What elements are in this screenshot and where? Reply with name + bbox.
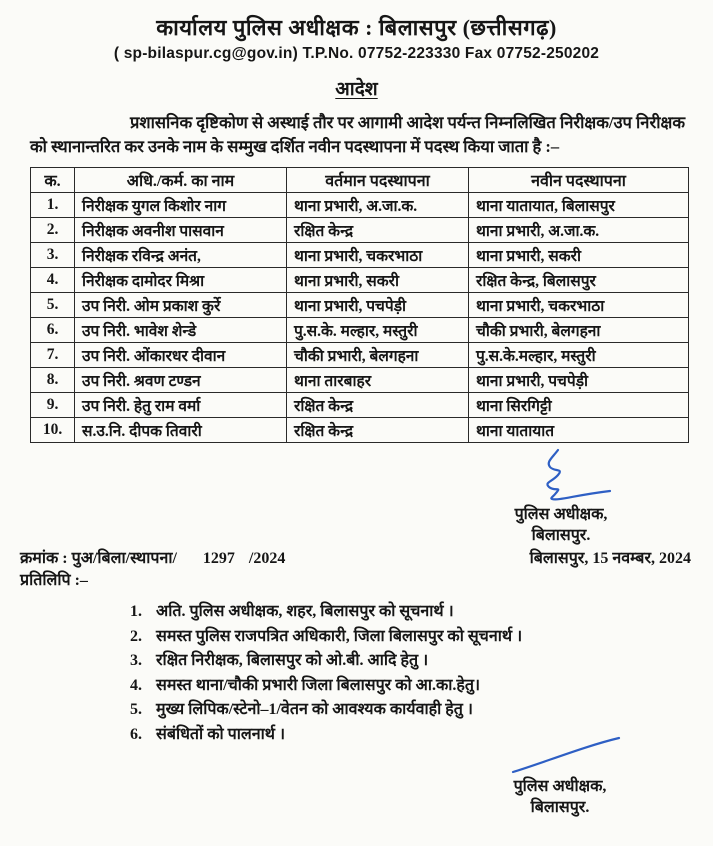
table-row (31, 318, 689, 343)
reference-year: /2024 (248, 550, 286, 567)
signatory-designation: पुलिस अधीक्षक, (514, 506, 608, 523)
new-posting: चौकी प्रभारी, बेलगहना (469, 318, 689, 343)
intro-paragraph: प्रशासनिक दृष्टिकोण से अस्थाई तौर पर आगामी आदेश पर्यन्त निम्नलिखित निरीक्षक/उप निरीक्षक को स्थानान्तरित कर उनके नाम के सम्मुख दर्शित नवीन पदस्थापना में पदस्थ किया जाता है :– (30, 113, 685, 156)
reference-label: क्रमांक : पुअ/बिला/स्थापना/ (20, 550, 177, 567)
copy-item-text: रक्षित निरीक्षक, बिलासपुर को ओ.बी. आदि हेतु । (152, 652, 429, 669)
signatory-place: बिलासपुर. (531, 527, 591, 544)
table-row (31, 343, 689, 368)
transfer-table (30, 167, 689, 443)
copy-list (130, 600, 522, 747)
officer-name: निरीक्षक दामोदर मिश्रा (75, 268, 287, 293)
row-serial: 4. (31, 268, 75, 293)
current-posting: थाना प्रभारी, अ.जा.क. (287, 193, 469, 218)
table-row (31, 193, 689, 218)
table-header-row (31, 168, 689, 193)
officer-name: उप निरी. भावेश शेन्डे (75, 318, 287, 343)
signature-block-top (471, 448, 651, 546)
order-date-line: बिलासपुर, 15 नवम्बर, 2024 (529, 550, 691, 567)
signature-block-bottom (465, 734, 655, 818)
copy-list-item (130, 625, 522, 650)
new-posting: थाना प्रभारी, पचपेड़ी (469, 368, 689, 393)
row-serial: 5. (31, 293, 75, 318)
copy-list-item (130, 723, 522, 748)
officer-name: निरीक्षक अवनीश पासवान (75, 218, 287, 243)
order-heading: आदेश (335, 79, 378, 100)
copy-list-item (130, 698, 522, 723)
col-header-current-posting: वर्तमान पदस्थापना (287, 168, 469, 193)
officer-name: उप निरी. हेतु राम वर्मा (75, 393, 287, 418)
new-posting: थाना यातायात (469, 418, 689, 443)
officer-name: उप निरी. ओंकारधर दीवान (75, 343, 287, 368)
row-serial: 10. (31, 418, 75, 443)
row-serial: 6. (31, 318, 75, 343)
table-row (31, 218, 689, 243)
copy-item-text: अति. पुलिस अधीक्षक, शहर, बिलासपुर को सूचनार्थ । (152, 603, 454, 620)
row-serial: 1. (31, 193, 75, 218)
table-row (31, 268, 689, 293)
new-posting: थाना यातायात, बिलासपुर (469, 193, 689, 218)
col-header-serial: क. (31, 168, 75, 193)
new-posting: थाना प्रभारी, अ.जा.क. (469, 218, 689, 243)
signatory-designation: पुलिस अधीक्षक, (513, 778, 607, 795)
new-posting: पु.स.के.मल्हार, मस्तुरी (469, 343, 689, 368)
copy-item-number: 2. (130, 627, 142, 645)
col-header-name: अधि./कर्म. का नाम (75, 168, 287, 193)
signature-stroke-icon (495, 734, 625, 776)
copy-item-text: समस्त पुलिस राजपत्रित अधिकारी, जिला बिलासपुर को सूचनार्थ । (152, 627, 523, 645)
new-posting: थाना प्रभारी, सकरी (469, 243, 689, 268)
copy-list-item (130, 649, 522, 674)
current-posting: रक्षित केन्द्र (287, 218, 469, 243)
table-row (31, 418, 689, 443)
current-posting: रक्षित केन्द्र (287, 418, 469, 443)
row-serial: 7. (31, 343, 75, 368)
reference-row (0, 546, 713, 568)
officer-name: उप निरी. श्रवण टण्डन (75, 368, 287, 393)
current-posting: थाना प्रभारी, चकरभाठा (287, 243, 469, 268)
table-row (31, 243, 689, 268)
copy-item-number: 3. (130, 652, 142, 669)
row-serial: 9. (31, 393, 75, 418)
copy-section-label: प्रतिलिपि :– (20, 572, 88, 589)
reference-number-line (20, 546, 285, 568)
row-serial: 8. (31, 368, 75, 393)
reference-number: 1297 (202, 550, 235, 567)
current-posting: थाना तारबाहर (287, 368, 469, 393)
copy-list-item (130, 674, 522, 699)
col-header-new-posting: नवीन पदस्थापना (469, 168, 689, 193)
office-contact-line: ( sp-bilaspur.cg@gov.in) T.P.No. 07752-223330 Fax 07752-250202 (113, 45, 600, 62)
current-posting: रक्षित केन्द्र (287, 393, 469, 418)
copy-list-item (130, 600, 522, 625)
copy-item-number: 1. (130, 603, 142, 620)
signature-scribble-icon (506, 448, 616, 504)
officer-name: स.उ.नि. दीपक तिवारी (75, 418, 287, 443)
copy-item-number: 4. (130, 676, 142, 694)
row-serial: 2. (31, 218, 75, 243)
new-posting: रक्षित केन्द्र, बिलासपुर (469, 268, 689, 293)
current-posting: थाना प्रभारी, पचपेड़ी (287, 293, 469, 318)
copy-item-number: 5. (130, 701, 142, 718)
copy-item-text: मुख्य लिपिक/स्टेनो–1/वेतन को आवश्यक कार्यवाही हेतु । (152, 701, 473, 718)
new-posting: थाना प्रभारी, चकरभाठा (469, 293, 689, 318)
office-title: कार्यालय पुलिस अधीक्षक : बिलासपुर (छत्तीसगढ़) (156, 15, 557, 40)
copy-item-text: समस्त थाना/चौकी प्रभारी जिला बिलासपुर को आ.का.हेतु। (152, 676, 481, 694)
table-row (31, 368, 689, 393)
table-row (31, 393, 689, 418)
officer-name: निरीक्षक युगल किशोर नाग (75, 193, 287, 218)
signatory-place: बिलासपुर. (530, 799, 590, 816)
table-row (31, 293, 689, 318)
row-serial: 3. (31, 243, 75, 268)
officer-name: उप निरी. ओम प्रकाश कुर्रे (75, 293, 287, 318)
new-posting: थाना सिरगिट्टी (469, 393, 689, 418)
current-posting: थाना प्रभारी, सकरी (287, 268, 469, 293)
copy-item-number: 6. (130, 725, 142, 743)
current-posting: चौकी प्रभारी, बेलगहना (287, 343, 469, 368)
current-posting: पु.स.के. मल्हार, मस्तुरी (287, 318, 469, 343)
officer-name: निरीक्षक रविन्द्र अनंत, (75, 243, 287, 268)
copy-item-text: संबंधितों को पालनार्थ । (152, 725, 286, 743)
